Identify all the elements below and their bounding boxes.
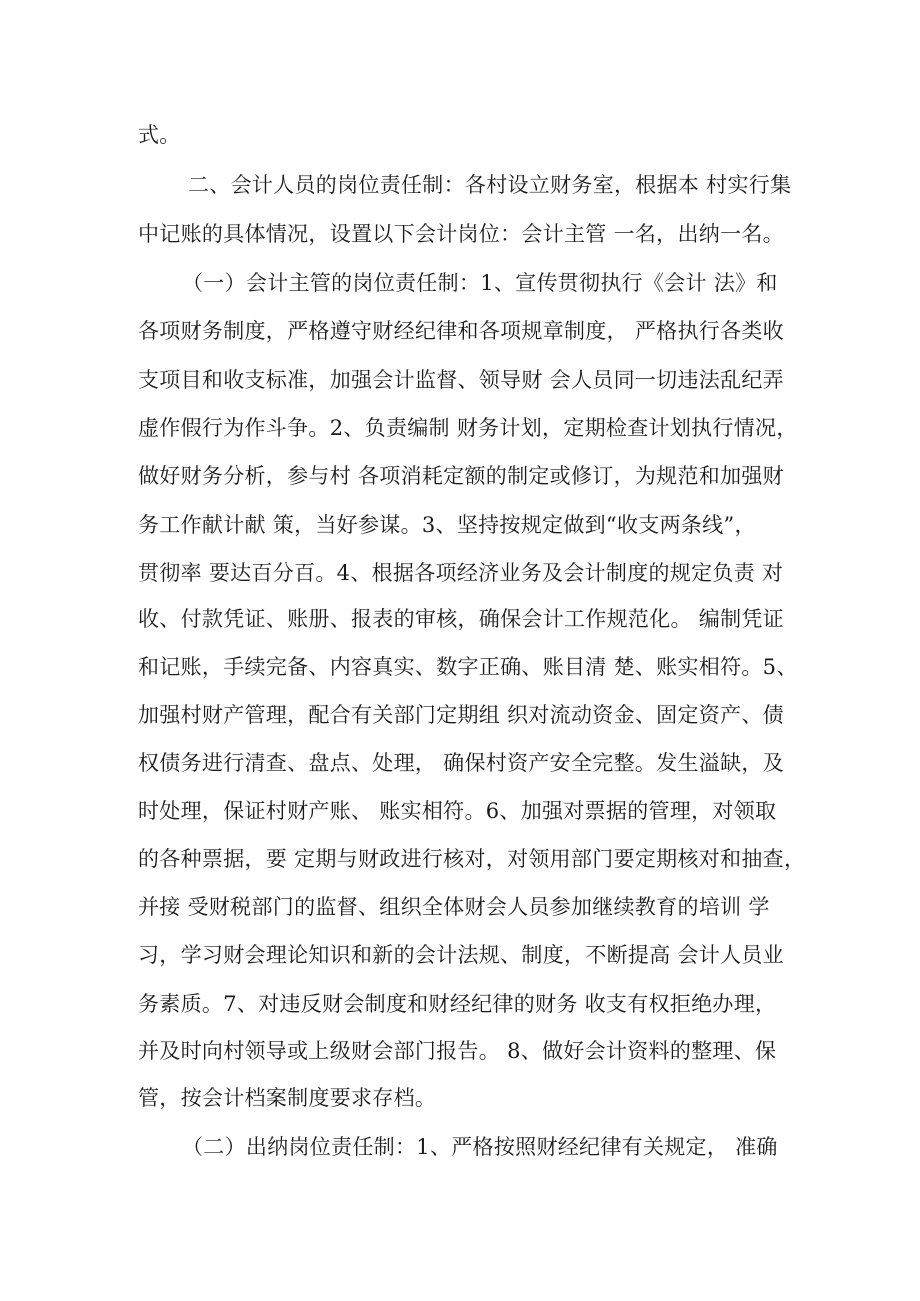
text-line: 支项目和收支标准，加强会计监督、领导财 会人员同一切违法乱纪弄 bbox=[138, 368, 784, 392]
text-line: 加强村财产管理，配合有关部门定期组 织对流动资金、固定资产、债 bbox=[138, 703, 784, 727]
text-line: 二、会计人员的岗位责任制：各村设立财务室，根据本 村实行集 bbox=[188, 173, 792, 197]
text-line: 式。 bbox=[138, 123, 181, 147]
text-line: 的各种票据，要 定期与财政进行核对，对领用部门要定期核对和抽查， bbox=[138, 847, 806, 871]
text-line: 权债务进行清查、盘点、处理， 确保村资产安全完整。发生溢缺，及 bbox=[138, 751, 784, 775]
text-line: 务素质。7、对违反财会制度和财经纪律的财务 收支有权拒绝办理， bbox=[138, 992, 777, 1016]
text-line: 和记账，手续完备、内容真实、数字正确、账目清 楚、账实相符。5、 bbox=[138, 655, 798, 679]
text-line: 中记账的具体情况，设置以下会计岗位：会计主管 一名，出纳一名。 bbox=[138, 222, 784, 246]
text-line: 时处理，保证村财产账、 账实相符。6、加强对票据的管理，对领取 bbox=[138, 799, 777, 823]
text-line: （一）会计主管的岗位责任制：1、宣传贯彻执行《会计 法》和 bbox=[182, 271, 778, 295]
text-line: 并接 受财税部门的监督、组织全体财会人员参加继续教育的培训 学 bbox=[138, 895, 770, 919]
text-line: 习，学习财会理论知识和新的会计法规、制度，不断提高 会计人员业 bbox=[138, 943, 784, 967]
text-line: 贯彻率 要达百分百。4、根据各项经济业务及会计制度的规定负责 对 bbox=[138, 561, 784, 585]
text-line: 收、付款凭证、账册、报表的审核，确保会计工作规范化。 编制凭证 bbox=[138, 607, 784, 631]
text-line: （二）出纳岗位责任制：1、严格按照财经纪律有关规定， 准确 bbox=[182, 1135, 778, 1159]
text-line: 虚作假行为作斗争。2、负责编制 财务计划，定期检查计划执行情况， bbox=[138, 416, 798, 440]
text-line: 并及时向村领导或上级财会部门报告。 8、做好会计资料的整理、保 bbox=[138, 1039, 777, 1063]
text-line: 务工作献计献 策，当好参谋。3、坚持按规定做到“收支两条线”， bbox=[138, 513, 756, 537]
text-line: 各项财务制度，严格遵守财经纪律和各项规章制度， 严格执行各类收 bbox=[138, 319, 784, 343]
text-line: 做好财务分析，参与村 各项消耗定额的制定或修订，为规范和加强财 bbox=[138, 464, 784, 488]
text-line: 管，按会计档案制度要求存档。 bbox=[138, 1086, 437, 1110]
